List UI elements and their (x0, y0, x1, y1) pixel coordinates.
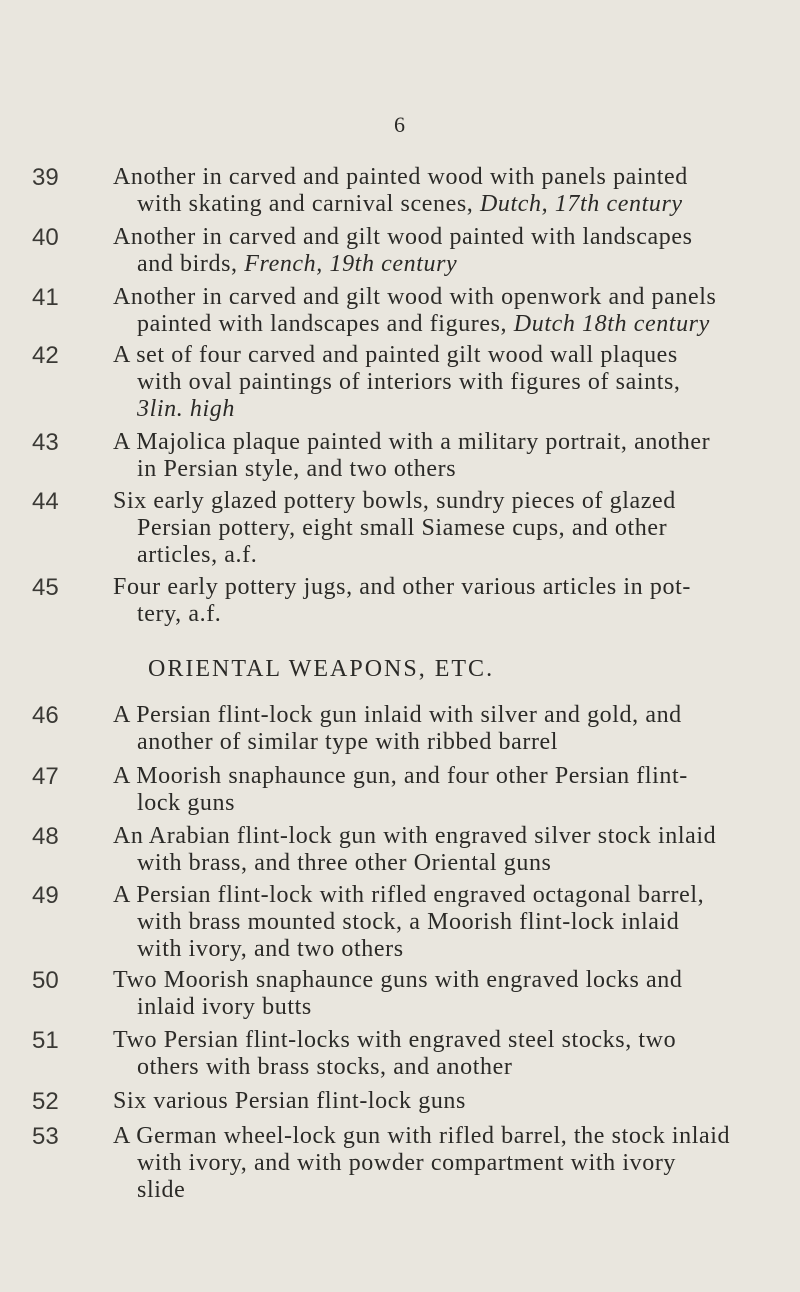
lot-description: A Persian flint-lock gun inlaid with silver and gold, and another of similar type with ribbed barrel (113, 702, 682, 755)
lot-description: Six various Persian flint-lock guns (113, 1088, 466, 1114)
lot-number: 43 (32, 429, 59, 456)
section-heading: ORIENTAL WEAPONS, ETC. (148, 656, 495, 682)
page-number: 6 (394, 112, 406, 137)
lot-description: A Moorish snaphaunce gun, and four other Persian flint- lock guns (113, 763, 688, 816)
lot-number: 42 (32, 342, 59, 369)
lot-description: Another in carved and gilt wood with openwork and panels painted with landscapes and figures, Dutch 18th century (113, 284, 717, 337)
lot-number: 50 (32, 967, 59, 994)
lot-description: Two Persian flint-locks with engraved steel stocks, two others with brass stocks, and another (113, 1027, 677, 1080)
lot-description: Four early pottery jugs, and other various articles in pot- tery, a.f. (113, 574, 691, 627)
lot-number: 40 (32, 224, 59, 251)
lot-description: An Arabian flint-lock gun with engraved silver stock inlaid with brass, and three other Oriental guns (113, 823, 717, 876)
lot-number: 46 (32, 702, 59, 729)
lot-description: Another in carved and painted wood with panels painted with skating and carnival scenes, Dutch, 17th century (113, 164, 688, 217)
lot-description: Another in carved and gilt wood painted with landscapes and birds, French, 19th century (113, 224, 693, 277)
lot-description: A Persian flint-lock with rifled engraved octagonal barrel, with brass mounted stock, a Moorish flint-lock inlaid with ivory, and two others (113, 882, 705, 962)
lot-number: 51 (32, 1027, 59, 1054)
lot-description: A set of four carved and painted gilt wood wall plaques with oval paintings of interiors with figures of saints, 3lin. high (113, 342, 681, 422)
lot-description: Two Moorish snaphaunce guns with engraved locks and inlaid ivory butts (113, 967, 683, 1020)
lot-description: Six early glazed pottery bowls, sundry pieces of glazed Persian pottery, eight small Siamese cups, and other articles, a.f. (113, 488, 676, 568)
lot-description: A German wheel-lock gun with rifled barrel, the stock inlaid with ivory, and with powder compartment with ivory slide (113, 1123, 731, 1203)
lot-number: 41 (32, 284, 59, 311)
lot-number: 48 (32, 823, 59, 850)
lot-description: A Majolica plaque painted with a military portrait, another in Persian style, and two others (113, 429, 711, 482)
lot-number: 47 (32, 763, 59, 790)
lot-number: 44 (32, 488, 59, 515)
lot-number: 49 (32, 882, 59, 909)
lot-number: 45 (32, 574, 59, 601)
lot-number: 53 (32, 1123, 59, 1150)
lot-number: 52 (32, 1088, 59, 1115)
lot-number: 39 (32, 164, 59, 191)
